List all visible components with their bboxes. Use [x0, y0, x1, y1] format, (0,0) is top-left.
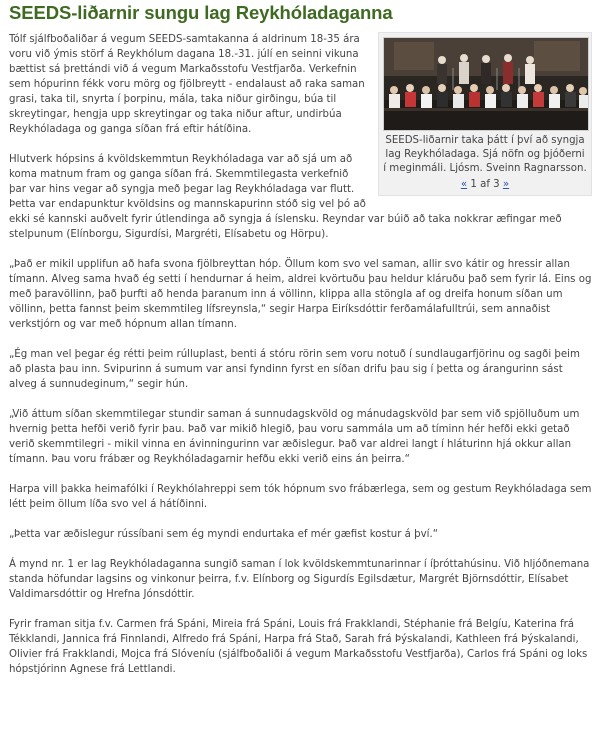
- photo-figure: [378, 32, 592, 196]
- article-paragraph: „Við áttum síðan skemmtilegar stundir saman á sunnudagskvöld og mánudagskvöld þar sem við spjölluðum um hvernig þetta hefði verið fyrir þau. Það var mikið hlegið, þau voru sammála um að tíminn hér hefði ekki getað verið skemmtilegri - mikil vinna en ávinningurinn var æðislegur. Það var aldrei langt í hláturinn hjá okkur allan tímann. Þau voru frábær og Reykhóladagarnir hefðu ekki verið eins án þeirra.“: [9, 409, 580, 465]
- article-photo[interactable]: [383, 37, 589, 131]
- previous-photo-link[interactable]: «: [460, 179, 468, 190]
- article-paragraph: Tólf sjálfboðaliðar á vegum SEEDS-samtakanna á aldrinum 18-35 ára voru við ýmis störf á Reykhólum dagana 18.-31. júlí en seinni vikuna bættist sá þrettándi við á vegum Markaðsstofu Vestfjarða. Verkefnin sem hópurinn fékk voru mörg og fjölbreytt - endalaust að raka saman grasi, taka til, snyrta í þorpinu, mála, taka niður girðingu, búa til skreytingar, hengja upp skreytingar og taka niður aftur, undirbúa Reykhóladaga og ganga síðan frá eftir hátíðina.: [9, 34, 365, 135]
- article-paragraph: „Það er mikil upplifun að hafa svona fjölbreyttan hóp. Öllum kom svo vel saman, allir svo kátir og hressir allan tímann. Alveg sama hvað ég setti í hendurnar á heim, aldrei kvörtuðu þau heldur kláruðu það sem fyrir lá. Eins og með þaravöllinn, það þurfti að henda þaranum inn á völlinn, klippa alla stöngla af og dreifa honum síðan um völlinn, þetta fannst þeim skemmtileg lífsreynsla,“ segir Harpa Eiríksdóttir ferðamálafulltrúi, sem annaðist verkstjórn og var með hópnum allan tímann.: [9, 259, 592, 330]
- photo-pager-status: 1 af 3: [470, 179, 500, 190]
- article-title: SEEDS-liðarnir sungu lag Reykhóladaganna: [9, 2, 393, 23]
- article-paragraph: „Ég man vel þegar ég rétti þeim rúlluplast, benti á stóru rörin sem voru notuð í sundlaugarfjörinu og sagði þeim að plasta þau inn. Svipurinn á sumum var ansi fyndinn fyrst en síðan drifu þau sig í þetta og árangurinn sást alveg á sunnudeginum,“ segir hún.: [9, 349, 580, 390]
- article-paragraph: Hlutverk hópsins á kvöldskemmtun Reykhóladaga var að sjá um að koma matnum fram og ganga síðan frá. Skemmtilegasta verkefnið þar var hins vegar að syngja með þegar lag Reykhóladaga var flutt. Þetta var endapunktur kvöldsins og mannskapurinn stóð sig vel þó að ekki sé kannski auðvelt fyrir útlendinga að syngja á íslensku. Reyndar var búið að taka nokkrar æfingar með stelpunum (Elínborgu, Sigurdísi, Margréti, Elísabetu og Hörpu).: [9, 154, 562, 240]
- next-photo-link[interactable]: »: [502, 179, 510, 190]
- article-paragraph: „Þetta var æðislegur rússíbani sem ég myndi endurtaka ef mér gæfist kostur á því.“: [9, 529, 439, 540]
- article-paragraph: Harpa vill þakka heimafólki í Reykhólahreppi sem tók hópnum svo frábærlega, sem og gestum Reykhóladaga sem létt þeim öllum líða svo vel á hátíðinni.: [9, 484, 592, 510]
- article-paragraph: Fyrir framan sitja f.v. Carmen frá Spáni, Mireia frá Spáni, Louis frá Frakklandi, Stéphanie frá Belgíu, Katerina frá Tékklandi, Jannica frá Finnlandi, Alfredo frá Spáni, Harpa frá Stað, Sarah frá Þýskalandi, Kathleen frá Þýskalandi, Olivier frá Frakklandi, Mojca frá Slóveníu (sjálfboðaliði á vegum Markaðsstofu Vestfjarða), Carlos frá Spáni og loks hópstjórinn Agnese frá Lettlandi.: [9, 619, 588, 675]
- article-paragraph: Á mynd nr. 1 er lag Reykhóladaganna sungið saman í lok kvöldskemmtunarinnar í íþróttahúsinu. Við hljóðnemana standa höfundar lagsins og vinkonur þeirra, f.v. Elínborg og Sigurdís Egilsdætur, Margrét Björnsdóttir, Elísabet Valdimarsdóttir og Hrefna Jónsdóttir.: [9, 559, 590, 600]
- photo-caption: SEEDS-liðarnir taka þátt í því að syngja lag Reykhóladaga. Sjá nöfn og þjóðerni í meginmáli. Ljósm. Sveinn Ragnarsson.: [383, 135, 587, 174]
- photo-pager: [383, 178, 587, 192]
